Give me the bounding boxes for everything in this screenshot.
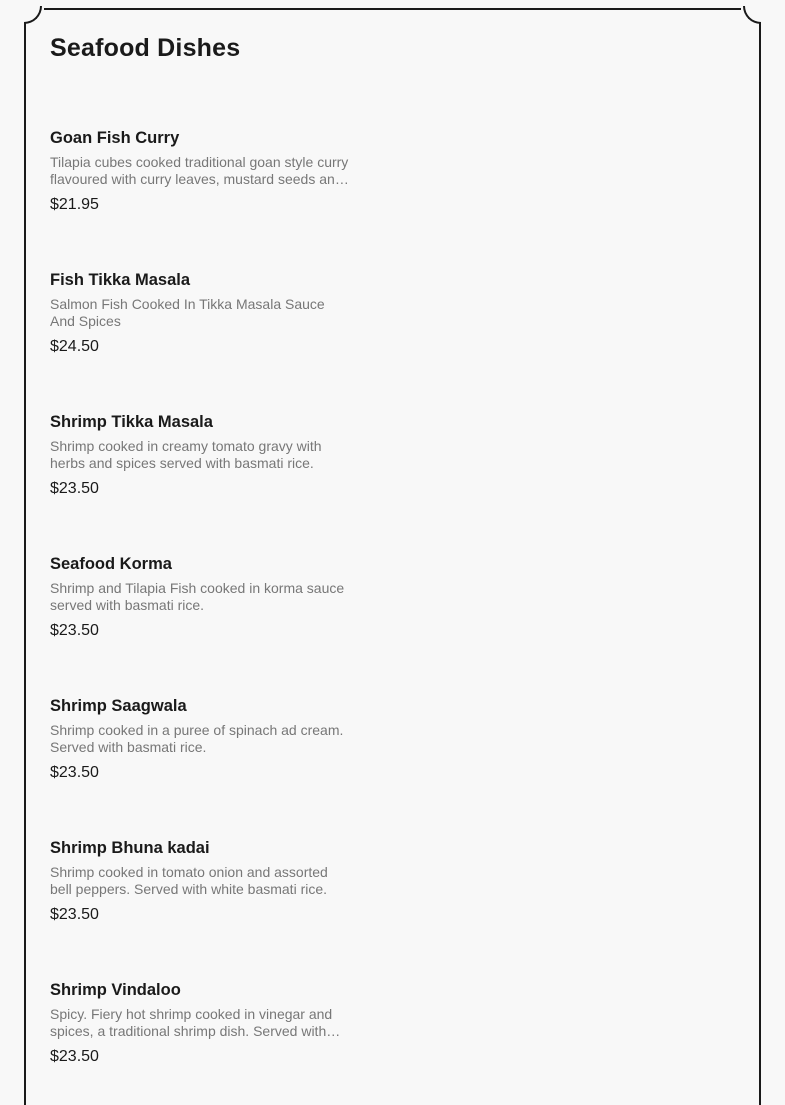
menu-item-price: $21.95 [50, 196, 99, 213]
menu-item-price: $24.50 [50, 338, 99, 355]
menu-item-description: Spicy. Fiery hot shrimp cooked in vinegar and spices, a traditional shrimp dish. Served with [50, 1006, 333, 1039]
menu-item-description: Shrimp cooked in a puree of spinach ad cream. Served with basmati rice. [50, 722, 344, 755]
menu-item[interactable] [50, 980, 350, 1105]
menu-item-description: Tilapia cubes cooked traditional goan style curry flavoured with curry leaves, mustard seeds and [50, 154, 349, 187]
card-top-border [44, 8, 741, 10]
card-corner-left [24, 6, 42, 24]
menu-item-description: Shrimp and Tilapia Fish cooked in korma sauce served with basmati rice. [50, 580, 345, 613]
menu-item-price: $23.50 [50, 906, 99, 923]
menu-item[interactable] [50, 412, 350, 554]
menu-item-name: Goan Fish Curry [50, 129, 180, 147]
menu-item[interactable] [50, 838, 350, 980]
menu-item-name: Shrimp Bhuna kadai [50, 839, 210, 857]
menu-item-price: $23.50 [50, 622, 99, 639]
menu-item-name: Shrimp Saagwala [50, 697, 187, 715]
menu-item-name: Shrimp Vindaloo [50, 981, 181, 999]
menu-item-price: $23.50 [50, 1048, 99, 1065]
menu-item-description: Shrimp cooked in creamy tomato gravy with herbs and spices served with basmati rice. [50, 438, 322, 471]
menu-item-name: Seafood Korma [50, 555, 172, 573]
menu-item-price: $23.50 [50, 480, 99, 497]
menu-item-list [50, 128, 350, 1105]
menu-item-name: Shrimp Tikka Masala [50, 413, 213, 431]
menu-item[interactable] [50, 128, 350, 270]
section-title: Seafood Dishes [50, 34, 241, 62]
menu-item[interactable] [50, 270, 350, 412]
menu-item[interactable] [50, 696, 350, 838]
menu-item-description: Shrimp cooked in tomato onion and assorted bell peppers. Served with white basmati rice. [50, 864, 328, 897]
card-corner-right [743, 6, 761, 24]
menu-item[interactable] [50, 554, 350, 696]
menu-item-name: Fish Tikka Masala [50, 271, 191, 289]
menu-item-description: Salmon Fish Cooked In Tikka Masala Sauce And Spices [50, 296, 325, 329]
menu-item-price: $23.50 [50, 764, 99, 781]
